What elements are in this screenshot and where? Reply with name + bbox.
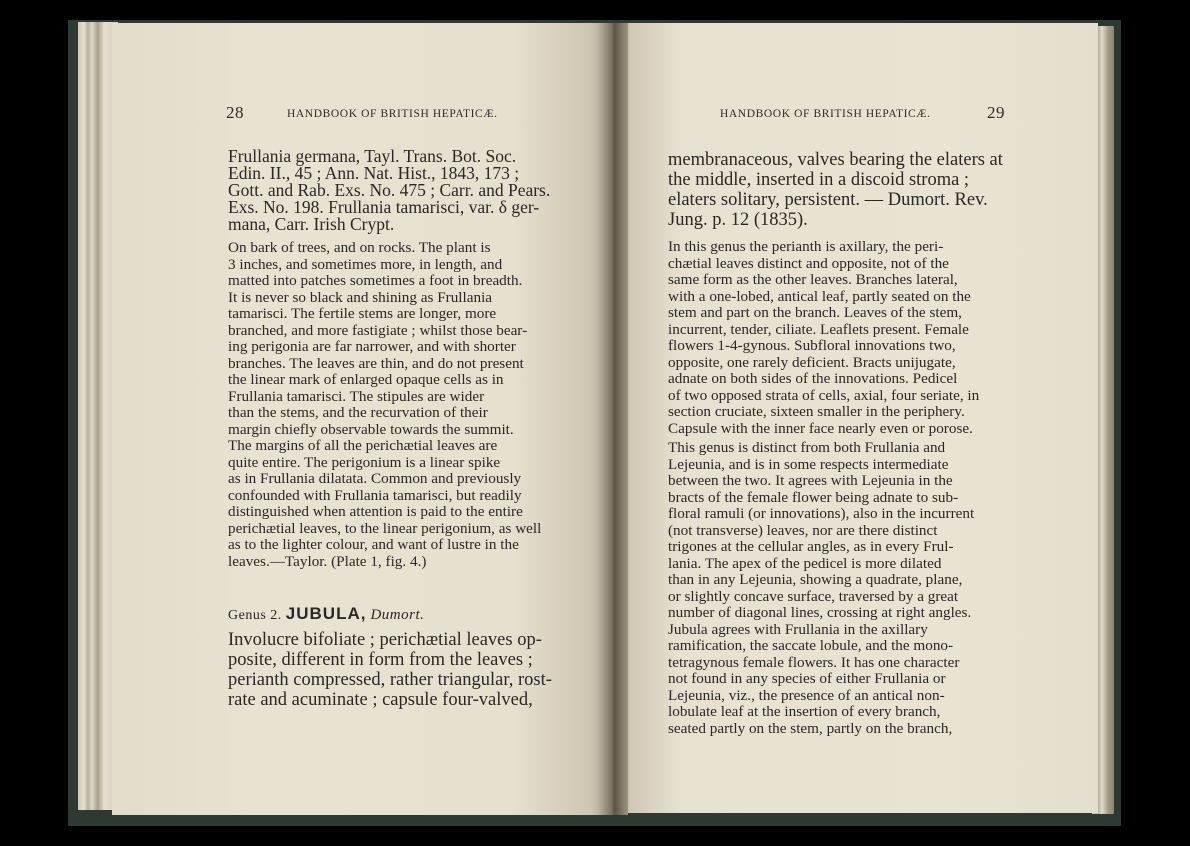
description-continuation: membranaceous, valves bearing the elaters at the middle, inserted in a discoid stroma ; elaters solitary, persistent. — Dumort. Rev. Jung. p. 12 (1835). <box>668 150 1003 230</box>
genus-notes-paragraph-2: This genus is distinct from both Frullania and Lejeunia, and is in some respects intermediate between the two. It agrees with Lejeunia in the bracts of the female flower being adnate to sub- floral ramuli (or innovations), also in the incurrent (not transverse) leaves, nor are there distinct trigones at the cellular angles, as in every Frul- lania. The apex of the pedicel is more dilated than in any Lejeunia, showing a quadrate, plane, or slightly concave surface, traversed by a great number of diagonal lines, crossing at right angles. Jubula agrees with Frullania in the axillary ramification, the saccate lobule, and the mono- tetragynous female flowers. It has one character not found in any species of either Frullania or Lejeunia, viz., the presence of an antical non- lobulate leaf at the insertion of every branch, seated partly on the stem, partly on the branch, <box>668 439 975 737</box>
right-running-head: HANDBOOK OF BRITISH HEPATICÆ. <box>720 108 931 120</box>
right-page-number: 29 <box>987 103 1005 122</box>
genus-notes-paragraph-1: In this genus the perianth is axillary, the peri- chætial leaves distinct and opposite, not of the same form as the other leaves. Branches lateral, with a one-lobed, antical leaf, partly seated on the stem and part on the branch. Leaves of the stem, incurrent, tender, ciliate. Leaflets present. Female flowers 1-4-gynous. Subfloral innovations two, opposite, one rarely deficient. Bracts unijugate, adnate on both sides of the innovations. Pedicel of two opposed strata of cells, axial, four seriate, in section cruciate, sixteen smaller in the periphery. Capsule with the inner face nearly even or porose. <box>668 238 980 437</box>
genus-heading: Genus 2. JUBULA, Dumort. <box>228 604 425 623</box>
book-gutter <box>598 23 628 815</box>
left-page-number: 28 <box>226 103 244 122</box>
species-description: On bark of trees, and on rocks. The plant is 3 inches, and sometimes more, in length, and matted into patches sometimes a foot in breadth. It is never so black and shining as Frullania tamarisci. The fertile stems are longer, more branched, and more fastigiate ; whilst those bear- ing perigonia are far narrower, and with shorter branches. The leaves are thin, and do not present the linear mark of enlarged opaque cells as in Frullania tamarisci. The stipules are wider than the stems, and the recurvation of their margin chiefly observable towards the summit. The margins of all the perichætial leaves are quite entire. The perigonium is a linear spike as in Frullania dilatata. Common and previously confounded with Frullania tamarisci, but readily distinguished when attention is paid to the entire perichætial leaves, to the linear perigonium, as well as to the lighter colour, and want of lustre in the leaves.—Taylor. (Plate 1, fig. 4.) <box>228 239 542 570</box>
left-running-head: HANDBOOK OF BRITISH HEPATICÆ. <box>287 108 498 120</box>
genus-description: Involucre bifoliate ; perichætial leaves op- posite, different in form from the leaves ; perianth compressed, rather triangular, rost- rate and acuminate ; capsule four-valved, <box>228 630 552 710</box>
species-reference: Frullania germana, Tayl. Trans. Bot. Soc. Edin. II., 45 ; Ann. Nat. Hist., 1843, 173 ; Gott. and Rab. Exs. No. 475 ; Carr. and Pears. Exs. No. 198. Frullania tamarisci, var. δ ger- mana, Carr. Irish Crypt. <box>228 146 551 234</box>
